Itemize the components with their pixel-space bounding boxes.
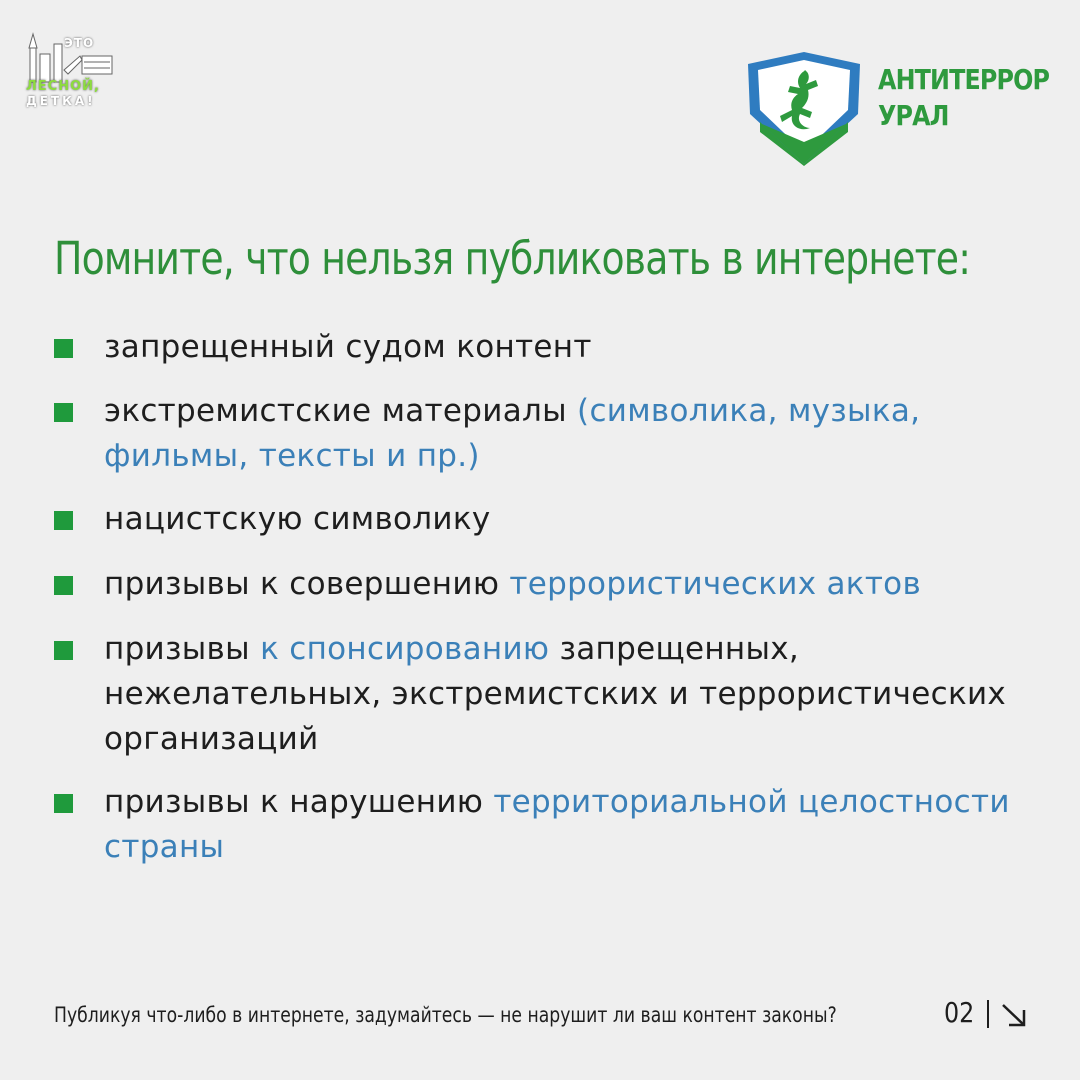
list-item — [54, 389, 1014, 479]
item-text-tail: запрещенных, нежелательных, экстремистских и террористических организаций — [104, 631, 1007, 757]
list-item — [54, 497, 1014, 542]
list-item — [54, 325, 1014, 370]
item-text: призывы — [104, 631, 261, 667]
list-item — [54, 562, 1014, 607]
list-item — [54, 627, 1014, 762]
item-highlight: террористических актов — [509, 566, 922, 602]
square-bullet-icon — [54, 576, 73, 595]
logo-line-1: ЭТО — [64, 36, 95, 50]
item-highlight: к спонсированию — [260, 631, 550, 667]
square-bullet-icon — [54, 794, 73, 813]
logo-line-2: ЛЕСНОЙ, — [26, 79, 100, 94]
item-text: запрещенный судом контент — [104, 329, 592, 365]
page-number: 02 — [944, 996, 975, 1029]
square-bullet-icon — [54, 641, 73, 660]
brand-line-1: АНТИТЕРРОР — [878, 63, 1050, 96]
item-highlight: (символика, музыка, фильмы, тексты и пр.) — [104, 393, 921, 474]
square-bullet-icon — [54, 511, 73, 530]
item-text: экстремистские материалы — [104, 393, 578, 429]
logo-line-3: ДЕТКА! — [26, 94, 96, 108]
top-left-logo — [24, 30, 116, 110]
arrow-down-right-icon[interactable] — [1000, 1002, 1028, 1028]
lizard-shield-icon — [748, 52, 860, 166]
prohibited-content-list — [54, 325, 1014, 870]
divider — [987, 1000, 989, 1028]
square-bullet-icon — [54, 403, 73, 422]
list-item — [54, 780, 1014, 870]
page-heading: Помните, что нельзя публиковать в интернете: — [54, 232, 971, 285]
item-text: призывы к совершению — [104, 566, 510, 602]
footer-note: Публикуя что-либо в интернете, задумайтесь — не нарушит ли ваш контент законы? — [54, 1003, 837, 1027]
item-text: нацистскую символику — [104, 501, 491, 537]
square-bullet-icon — [54, 339, 73, 358]
item-highlight: территориальной целостности страны — [104, 784, 1010, 865]
item-text: призывы к нарушению — [104, 784, 494, 820]
brand-name — [878, 62, 1049, 134]
brand-line-2: УРАЛ — [878, 99, 949, 132]
antiterror-ural-logo — [748, 52, 1050, 172]
